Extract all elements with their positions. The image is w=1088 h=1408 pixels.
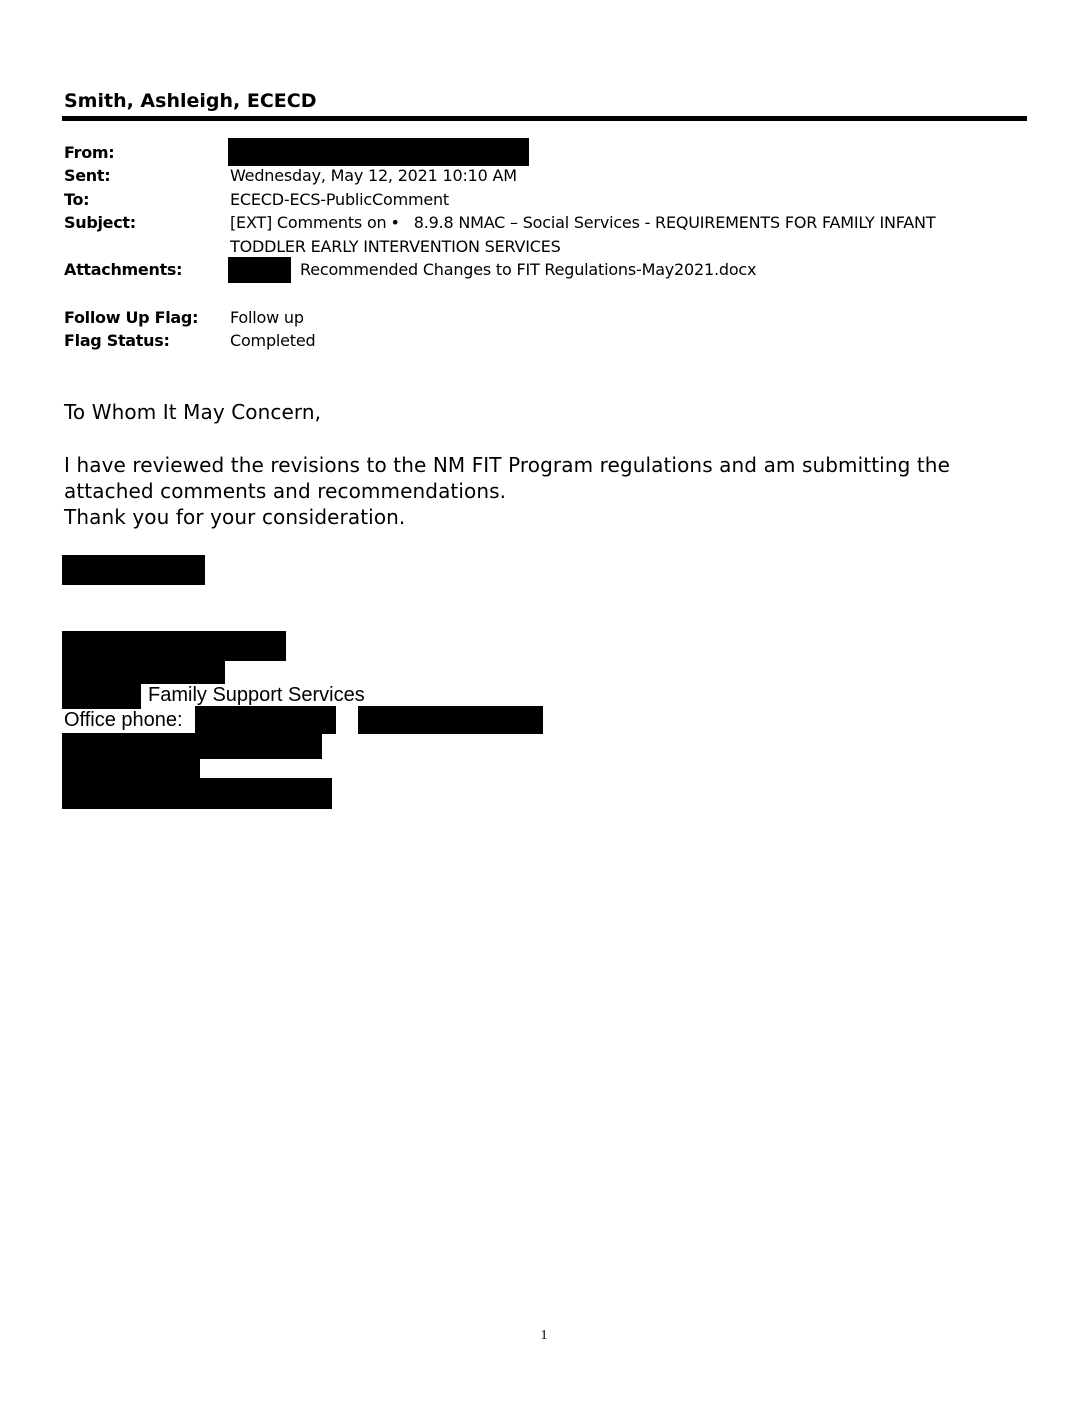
followup-value: Follow up xyxy=(230,308,304,327)
redaction-sig-line-7 xyxy=(62,778,332,809)
redaction-attachment xyxy=(228,257,291,283)
subject-prefix: [EXT] Comments on xyxy=(230,213,387,232)
body-line-1: I have reviewed the revisions to the NM FIT Program regulations and am submitting the xyxy=(64,453,950,477)
body-line-2: attached comments and recommendations. xyxy=(64,479,507,503)
attachments-label: Attachments: xyxy=(64,260,183,279)
redaction-sig-line-2 xyxy=(62,660,225,684)
flagstatus-label: Flag Status: xyxy=(64,331,170,350)
subject-rest: 8.9.8 NMAC – Social Services - REQUIREMENTS FOR FAMILY INFANT xyxy=(413,213,936,232)
sent-label: Sent: xyxy=(64,166,111,185)
redaction-sig-line-1 xyxy=(62,631,286,661)
from-label: From: xyxy=(64,143,115,162)
phone-label: Office phone: xyxy=(64,709,183,731)
redaction-phone-2 xyxy=(358,706,543,734)
redaction-sig-line-3 xyxy=(62,683,141,709)
redaction-signer-name xyxy=(62,555,205,585)
sent-value: Wednesday, May 12, 2021 10:10 AM xyxy=(230,166,517,185)
subject-label: Subject: xyxy=(64,213,136,232)
to-label: To: xyxy=(64,190,90,209)
thanks-line: Thank you for your consideration. xyxy=(64,505,406,529)
redaction-sig-line-5 xyxy=(62,733,322,759)
header-rule xyxy=(62,116,1027,121)
flagstatus-value: Completed xyxy=(230,331,316,350)
signature-dept: Family Support Services xyxy=(148,684,365,706)
redaction-sig-line-6 xyxy=(62,758,200,780)
subject-line-1 xyxy=(230,213,935,232)
subject-line-2: TODDLER EARLY INTERVENTION SERVICES xyxy=(230,237,561,256)
header-name: Smith, Ashleigh, ECECD xyxy=(64,90,317,112)
attachment-link[interactable]: Recommended Changes to FIT Regulations-May2021.docx xyxy=(300,260,757,279)
redaction-from xyxy=(228,138,529,166)
greeting: To Whom It May Concern, xyxy=(64,400,322,424)
page-number: 1 xyxy=(540,1328,548,1343)
redaction-phone xyxy=(195,706,336,734)
subject-bullet: • xyxy=(390,213,400,232)
to-value: ECECD-ECS-PublicComment xyxy=(230,190,450,209)
followup-label: Follow Up Flag: xyxy=(64,308,199,327)
